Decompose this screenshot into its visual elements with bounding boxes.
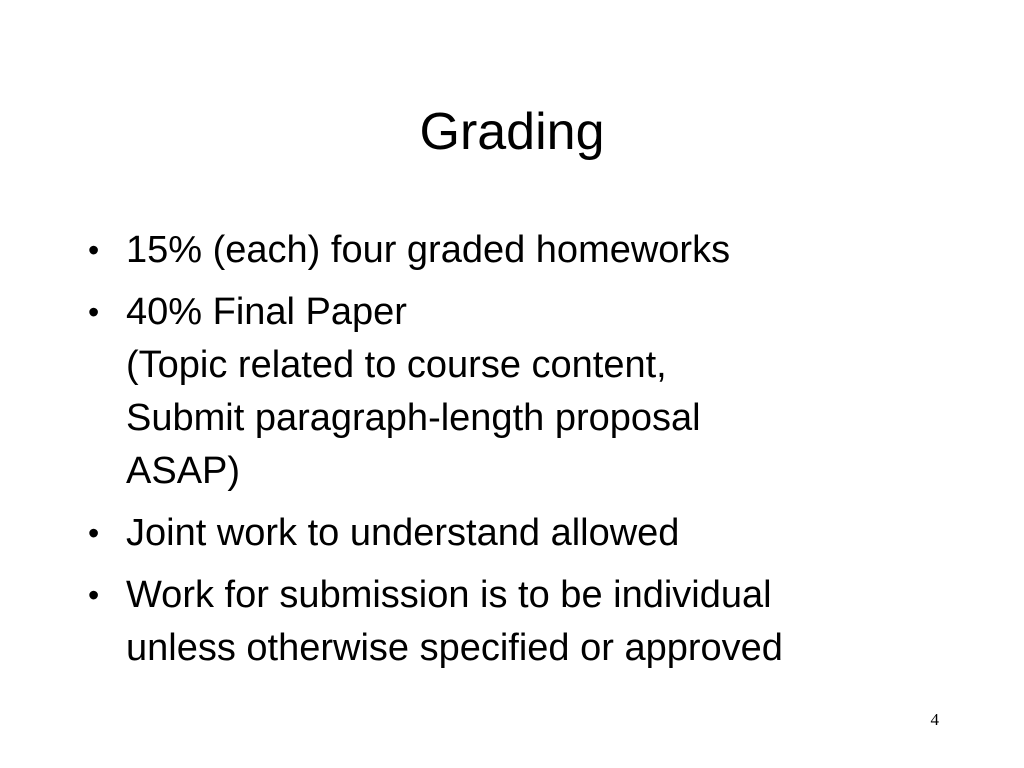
bullet-list — [88, 224, 948, 684]
bullet-line: • 40% Final Paper — [126, 291, 407, 333]
bullet-individual-work — [88, 569, 948, 675]
bullet-line: Submit paragraph-length proposal — [126, 397, 701, 439]
bullet-joint-work — [88, 507, 948, 560]
slide-title: Grading — [419, 103, 605, 161]
bullet-final-paper — [88, 286, 948, 498]
bullet-line: • 15% (each) four graded homeworks — [126, 229, 731, 271]
page-number: 4 — [930, 710, 939, 729]
bullet-line: • Joint work to understand allowed — [126, 512, 680, 554]
bullet-line: unless otherwise specified or approved — [126, 627, 783, 669]
bullet-line: • Work for submission is to be individual — [126, 574, 772, 616]
bullet-homeworks — [88, 224, 948, 277]
bullet-line: (Topic related to course content, — [126, 344, 667, 386]
bullet-line: ASAP) — [126, 450, 241, 492]
